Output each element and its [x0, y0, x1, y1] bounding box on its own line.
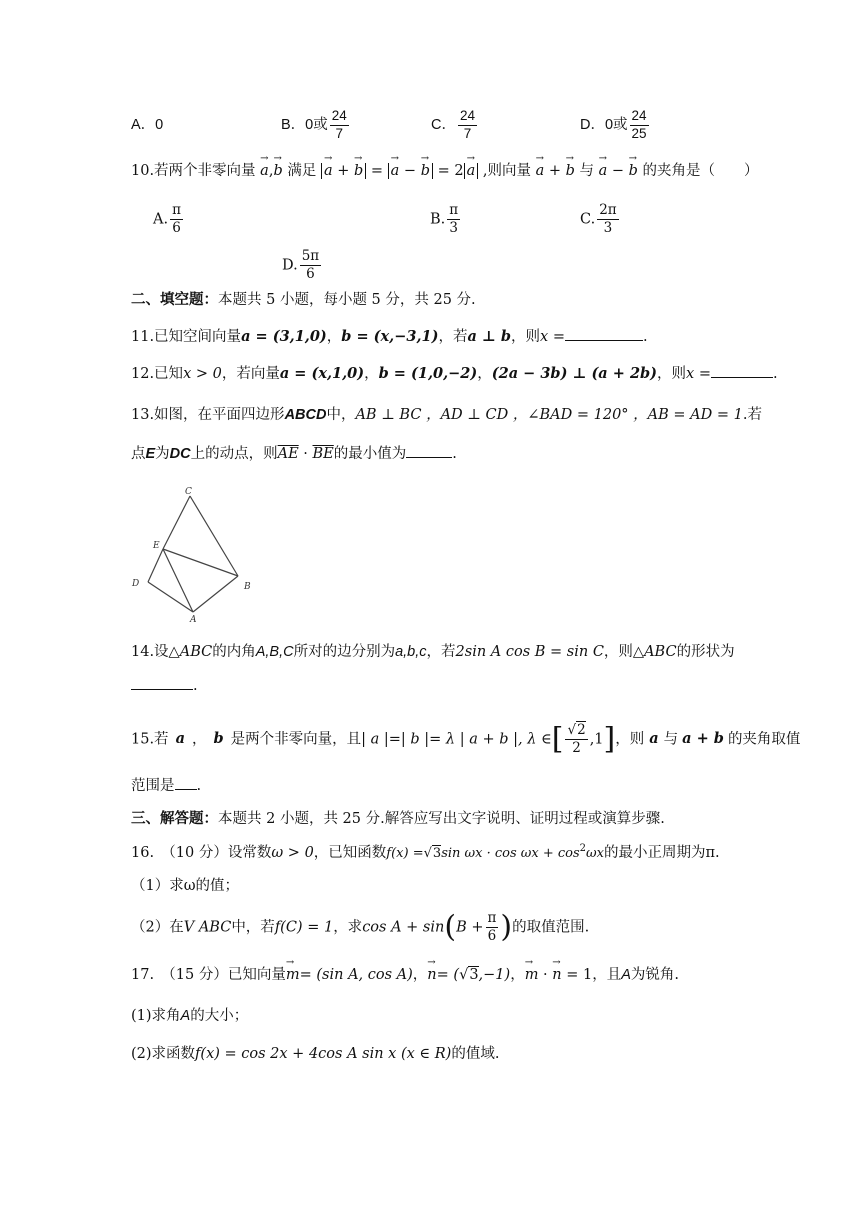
section-heading-solutions: 三、解答题：本题共 2 小题，共 25 分.解答应写出文字说明、证明过程或演算步骤. [131, 811, 665, 827]
edge-ce [163, 496, 190, 549]
question-14-line-2: . [131, 679, 198, 694]
q10-option-b: B. $\frac{\pi}{3}$ [430, 202, 459, 236]
question-12: 12.已知x > 0，若向量a = (x,1,0)，b = (1,0,−2)，(2a − 3b) ⊥ (a + 2b)，则x = . [131, 365, 778, 382]
answer-blank[interactable] [131, 689, 193, 690]
section-heading-fill-in: 二、填空题：本题共 5 小题，每小题 5 分，共 25 分. [131, 292, 476, 308]
question-16-part-2: （2）在V ABC中，若f(C) = 1，求cos A + sin(B + $\frac{\pi}{6}$ )的取值范围. [131, 909, 590, 945]
question-15-line-2: 范围是 . [131, 778, 202, 794]
answer-blank[interactable] [175, 789, 197, 790]
edge-ab [193, 576, 238, 612]
answer-blank[interactable] [406, 457, 452, 458]
q9-option-b: B．0或 $\frac{24}{7}$ [281, 108, 347, 141]
answer-blank[interactable] [565, 340, 643, 341]
question-16-part-1: （1）求ω的值； [131, 878, 240, 894]
label-c: C [185, 487, 192, 497]
edge-ed [148, 549, 163, 582]
label-a: A [190, 615, 197, 625]
q10-option-d: D. $\frac{5\pi}{6}$ [282, 248, 320, 282]
question-10-stem: 10.若两个非零向量 → a,→ b 满足 → a + → b = → a − → b = 2 → a ,则向量 → a + → b 与 → a − → b 的夹角是（ ） [131, 164, 759, 179]
question-16-stem: 16. （10 分）设常数ω > 0，已知函数f(x) =√3sin $\omega x \cdot \cos \omega x + \cos^2\omega x$的最小正周期为π. [131, 843, 720, 861]
question-11: 11.已知空间向量a = (3,1,0)，b = (x,−3,1)，若a ⊥ b，则x = . [131, 328, 648, 345]
q9-option-a: A．0 [131, 117, 164, 133]
answer-blank[interactable] [711, 377, 773, 378]
label-d: D [132, 579, 140, 589]
label-e: E [153, 541, 160, 551]
q9-option-d: D．0或 $\frac{24}{25}$ [580, 108, 647, 141]
edge-cb [190, 496, 238, 576]
label-b: B [244, 582, 251, 592]
question-17-part-1: (1)求角A的大小； [131, 1008, 249, 1024]
question-14-line-1: 14.设△ABC的内角A,B,C所对的边分别为a,b,c，若2sin A cos B = sin C，则△ABC的形状为 [131, 644, 735, 660]
question-17-part-2: (2)求函数f(x) = cos 2x + 4cos A sin x (x ∈ R)的值域. [131, 1046, 500, 1062]
question-15-line-1: 15.若 a ， b 是两个非零向量，且| a |=| b |= λ | a + b |, λ ∈[ $\frac{√2}{2}$ ,1]，则 a 与 a + b 的夹角取值 [131, 721, 801, 757]
q10-option-c: C. $\frac{2\pi}{3}$ [580, 202, 617, 236]
question-13-line-1: 13.如图，在平面四边形ABCD中，AB ⊥ BC ，AD ⊥ CD ，∠BAD = 120° ，AB = AD = 1.若 [131, 407, 762, 423]
question-13-line-2: 点E为DC上的动点，则$\overline{AE} \cdot \overline{BE}$的最小值为 . [131, 446, 457, 462]
question-17-stem: 17. （15 分）已知向量→ m= (sin A, cos A)，→ n= (√3,−1)，→ m · → n = 1，且A为锐角. [131, 968, 679, 983]
q10-option-a: A. $\frac{\pi}{6}$ [153, 202, 181, 236]
quadrilateral-figure [124, 482, 264, 628]
q9-option-c: C． $\frac{24}{7}$ [431, 108, 476, 141]
